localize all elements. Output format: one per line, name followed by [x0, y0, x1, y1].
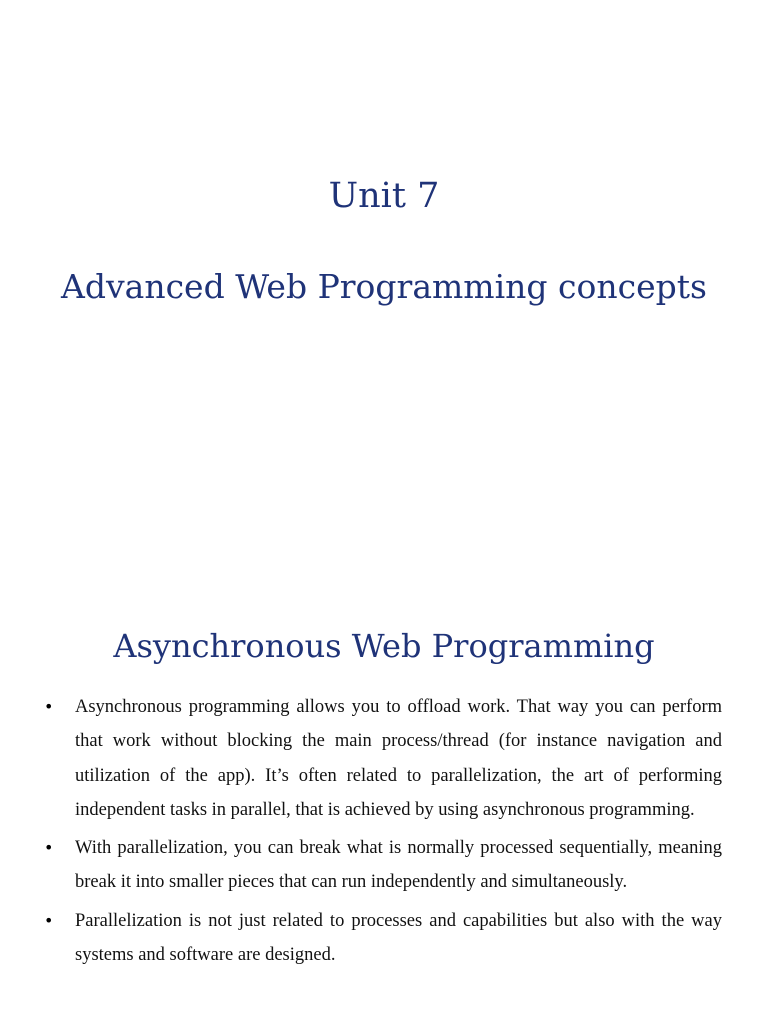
- bullet-icon: •: [44, 838, 54, 858]
- bullet-text: Parallelization is not just related to processes and capabilities but also with the way systems and software are designed.: [75, 910, 722, 966]
- unit-subtitle: Advanced Web Programming concepts: [61, 267, 707, 306]
- bullet-item: [40, 904, 722, 973]
- unit-title: Unit 7: [328, 176, 440, 216]
- bullet-list: [40, 690, 722, 976]
- bullet-text: Asynchronous programming allows you to offload work. That way you can perform that work without blocking the main process/thread (for instance navigation and utilization of the app). It’s often related to parallelization, the art of performing independent tasks in parallel, that is achieved by using asynchronous programming.: [75, 697, 722, 820]
- section-title: Asynchronous Web Programming: [113, 627, 655, 665]
- bullet-item: [40, 690, 722, 827]
- bullet-icon: •: [44, 697, 54, 716]
- bullet-item: [40, 831, 722, 900]
- bullet-icon: •: [44, 910, 54, 930]
- bullet-text: With parallelization, you can break what is normally processed sequentially, meaning break it into smaller pieces that can run independently and simultaneously.: [75, 838, 722, 893]
- content-slide: [0, 560, 768, 1024]
